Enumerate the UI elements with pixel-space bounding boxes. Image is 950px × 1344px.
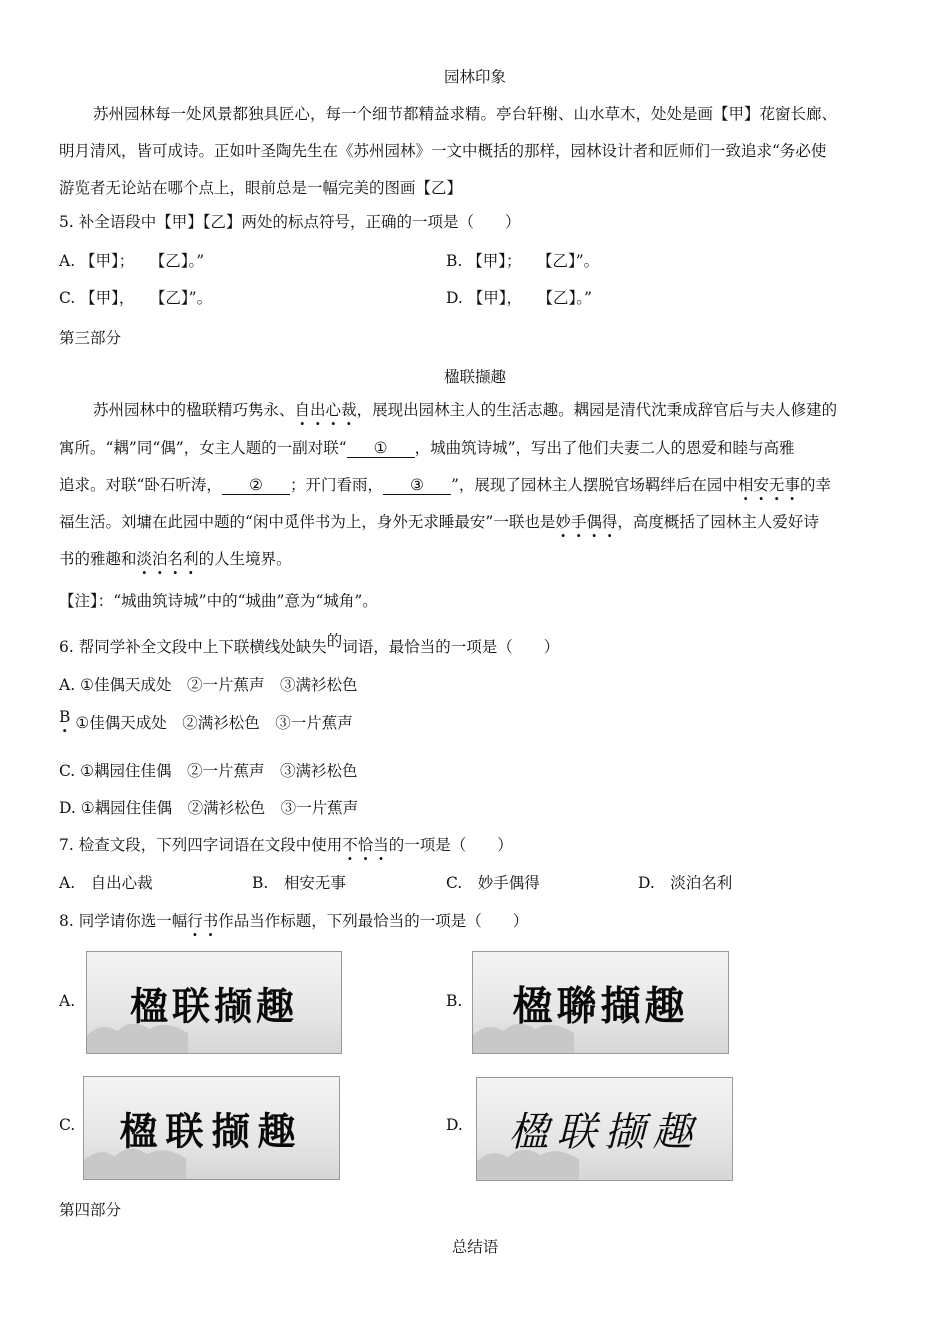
paragraph-line: 游览者无论站在哪个点上，眼前总是一幅完美的图画【乙】 (59, 179, 463, 197)
paragraph-line: 苏州园林每一处风景都独具匠心，每一个细节都精益求精。亭台轩榭、山水草木，处处是画【甲】花窗长廊、 (93, 105, 838, 123)
paragraph-line: 寓所。“耦”同“偶”，女主人题的一副对联“ ① ，城曲筑诗城”，写出了他们夫妻二人的恩爱和睦与高雅 (59, 439, 795, 457)
q8-calligraphy-image-c: 楹联撷趣 (83, 1076, 340, 1180)
part-3-heading: 第三部分 (59, 329, 122, 347)
q7-option-b: B. 相安无事 (252, 874, 346, 892)
section-title-couplets: 楹联撷趣 (443, 368, 506, 386)
q5-option-b: B. 【甲】； 【乙】”。 (446, 252, 600, 270)
paragraph-line: 福生活。刘墉在此园中题的“闲中觅伴书为上，身外无求睡最安”一联也是妙手偶得，高度概括了园林主人爱好诗 (59, 513, 819, 531)
q8-label-c: C. (59, 1116, 76, 1134)
paragraph-line: 明月清风，皆可成诗。正如叶圣陶先生在《苏州园林》一文中概括的那样，园林设计者和匠师们一致追求“务必使 (59, 142, 827, 160)
q5-option-a: A. 【甲】； 【乙】。” (59, 252, 205, 270)
part-4-heading: 第四部分 (59, 1201, 122, 1219)
q8-label-a: A. (59, 992, 76, 1010)
q6-option-d: D. ①耦园住佳偶 ②满衫松色 ③一片蕉声 (59, 799, 359, 817)
q6-option-b: B · ①佳偶天成处 ②满衫松色 ③一片蕉声 (59, 712, 353, 734)
q6-option-c: C. ①耦园住佳偶 ②一片蕉声 ③满衫松色 (59, 762, 358, 780)
paragraph-line: 书的雅趣和淡泊名利的人生境界。 (59, 550, 292, 568)
q8-calligraphy-image-b: 楹聯擷趣 (472, 951, 729, 1054)
q8-label-d: D. (446, 1116, 463, 1134)
question-7-stem: 7. 检查文段，下列四字词语在文段中使用不恰当的一项是（ ） (59, 836, 513, 854)
q8-calligraphy-image-d: 楹联撷趣 (476, 1077, 733, 1181)
question-6-stem: 6. 帮同学补全文段中上下联横线处缺失的词语，最恰当的一项是（ ） (59, 632, 560, 656)
q6-option-a: A. ①佳偶天成处 ②一片蕉声 ③满衫松色 (59, 676, 358, 694)
question-8-stem: 8. 同学请你选一幅行书作品当作标题，下列最恰当的一项是（ ） (59, 912, 529, 930)
note: 【注】：“城曲筑诗城”中的“城曲”意为“城角”。 (59, 592, 378, 610)
paragraph-line: 追求。对联“卧石听涛， ② ；开门看雨， ③ ”，展现了园林主人摆脱官场羁绊后在园中相安无事的幸 (59, 476, 831, 494)
question-5-stem: 5. 补全语段中【甲】【乙】两处的标点符号，正确的一项是（ ） (59, 213, 521, 231)
q5-option-d: D. 【甲】， 【乙】。” (446, 289, 592, 307)
q8-calligraphy-image-a: 楹联撷趣 (86, 951, 342, 1054)
q8-label-b: B. (446, 992, 463, 1010)
blank-1: ① (347, 439, 415, 458)
section-title-summary: 总结语 (451, 1238, 499, 1256)
paragraph-line: 苏州园林中的楹联精巧隽永、自出心裁，展现出园林主人的生活志趣。耦园是清代沈秉成辞官后与夫人修建的 (93, 401, 838, 419)
blank-2: ② (222, 476, 290, 495)
q7-option-a: A. 自出心裁 (59, 874, 153, 892)
q7-option-d: D. 淡泊名利 (638, 874, 733, 892)
section-title-garden-impression: 园林印象 (443, 68, 506, 86)
q7-option-c: C. 妙手偶得 (446, 874, 540, 892)
blank-3: ③ (383, 476, 451, 495)
q5-option-c: C. 【甲】， 【乙】”。 (59, 289, 213, 307)
